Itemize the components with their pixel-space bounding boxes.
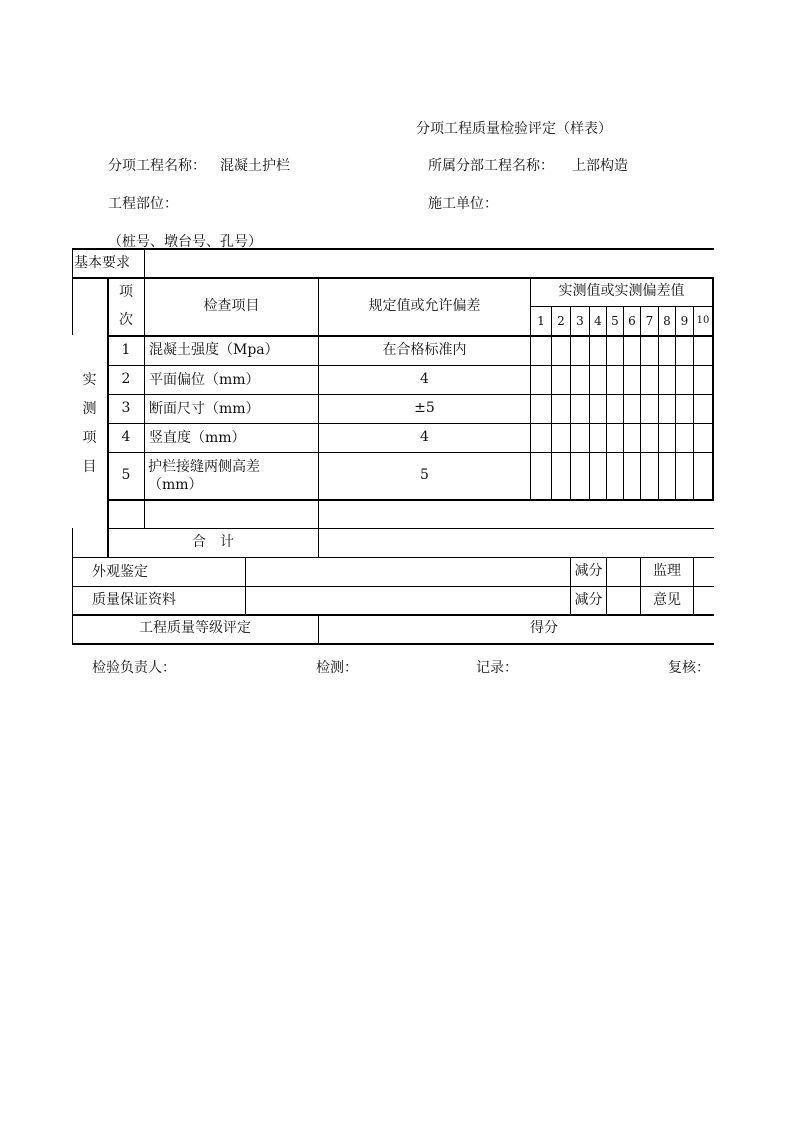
measure-col-5: 5 — [611, 313, 619, 328]
supervision-label: 监理 — [653, 563, 681, 580]
col-border — [72, 248, 73, 277]
measure-col-6: 6 — [628, 313, 636, 328]
measure-col-1: 1 — [537, 313, 545, 328]
contractor-label: 施工单位： — [428, 196, 498, 212]
tester-label: 检测： — [316, 660, 358, 676]
col-border — [606, 557, 607, 614]
item-no-header-2: 次 — [119, 312, 133, 329]
col-border — [144, 248, 145, 277]
check-item-header: 检查项目 — [203, 297, 260, 314]
row-no: 4 — [121, 429, 131, 446]
row-no: 1 — [121, 341, 131, 358]
row-spec-value: 4 — [420, 371, 429, 388]
row-check-item: 竖直度（mm） — [149, 429, 246, 446]
location-note: （桩号、墩台号、孔号） — [108, 234, 262, 250]
subproject-value: 混凝土护栏 — [220, 158, 290, 174]
measure-col-9: 9 — [680, 313, 689, 328]
page-title: 分项工程质量检验评定（样表） — [416, 121, 612, 137]
parent-project-label: 所属分部工程名称： — [428, 158, 554, 174]
row-spec-value: ±5 — [414, 400, 435, 417]
measure-col-4: 4 — [594, 313, 602, 328]
measure-col-7: 7 — [645, 313, 654, 328]
measure-col-2: 2 — [557, 313, 565, 328]
measure-col-3: 3 — [576, 313, 584, 328]
grade-label: 工程质量等级评定 — [139, 620, 251, 637]
row-divider — [108, 499, 714, 501]
measure-col-10: 10 — [696, 314, 710, 326]
side-label-char: 测 — [82, 400, 97, 417]
inspector-label: 检验负责人： — [92, 660, 176, 676]
side-label-char: 目 — [82, 458, 97, 475]
row-spec-value: 在合格标准内 — [382, 341, 467, 358]
row-no: 2 — [121, 371, 131, 388]
row-spec-value: 4 — [420, 429, 429, 446]
side-label-char: 实 — [82, 371, 97, 388]
side-label-char: 项 — [82, 429, 97, 446]
parent-project-value: 上部构造 — [572, 158, 628, 174]
row-no: 3 — [121, 400, 131, 417]
subproject-label: 分项工程名称： — [108, 158, 206, 174]
opinion-label: 意见 — [653, 591, 681, 608]
spec-value-header: 规定值或允许偏差 — [368, 297, 481, 314]
quality-docs-label: 质量保证资料 — [92, 592, 176, 609]
measured-values-header: 实测值或实测偏差值 — [558, 283, 685, 300]
table-bottom-border — [72, 643, 714, 645]
row-no: 5 — [121, 467, 131, 484]
deduction-label: 减分 — [574, 563, 603, 580]
row-check-item: 护栏接缝两侧高差（mm） — [148, 458, 260, 493]
row-check-item: 混凝土强度（Mpa） — [149, 342, 279, 359]
recorder-label: 记录： — [476, 660, 518, 676]
total-label: 合 计 — [192, 534, 234, 551]
row-check-item: 断面尺寸（mm） — [149, 400, 260, 417]
deduction-label: 减分 — [574, 591, 603, 608]
appearance-label: 外观鉴定 — [92, 563, 148, 580]
basic-requirements-label: 基本要求 — [74, 254, 130, 271]
item-no-header-1: 项 — [119, 283, 133, 300]
row-spec-value: 5 — [420, 467, 429, 484]
col-border — [245, 557, 246, 614]
score-label: 得分 — [530, 620, 558, 637]
col-border — [72, 277, 73, 335]
col-border — [712, 277, 714, 499]
table-top-border — [72, 248, 714, 250]
reviewer-label: 复核： — [668, 660, 710, 676]
location-label: 工程部位： — [108, 196, 178, 212]
col-border — [693, 557, 694, 614]
row-check-item: 平面偏位（mm） — [149, 371, 260, 388]
measure-col-8: 8 — [663, 313, 671, 328]
